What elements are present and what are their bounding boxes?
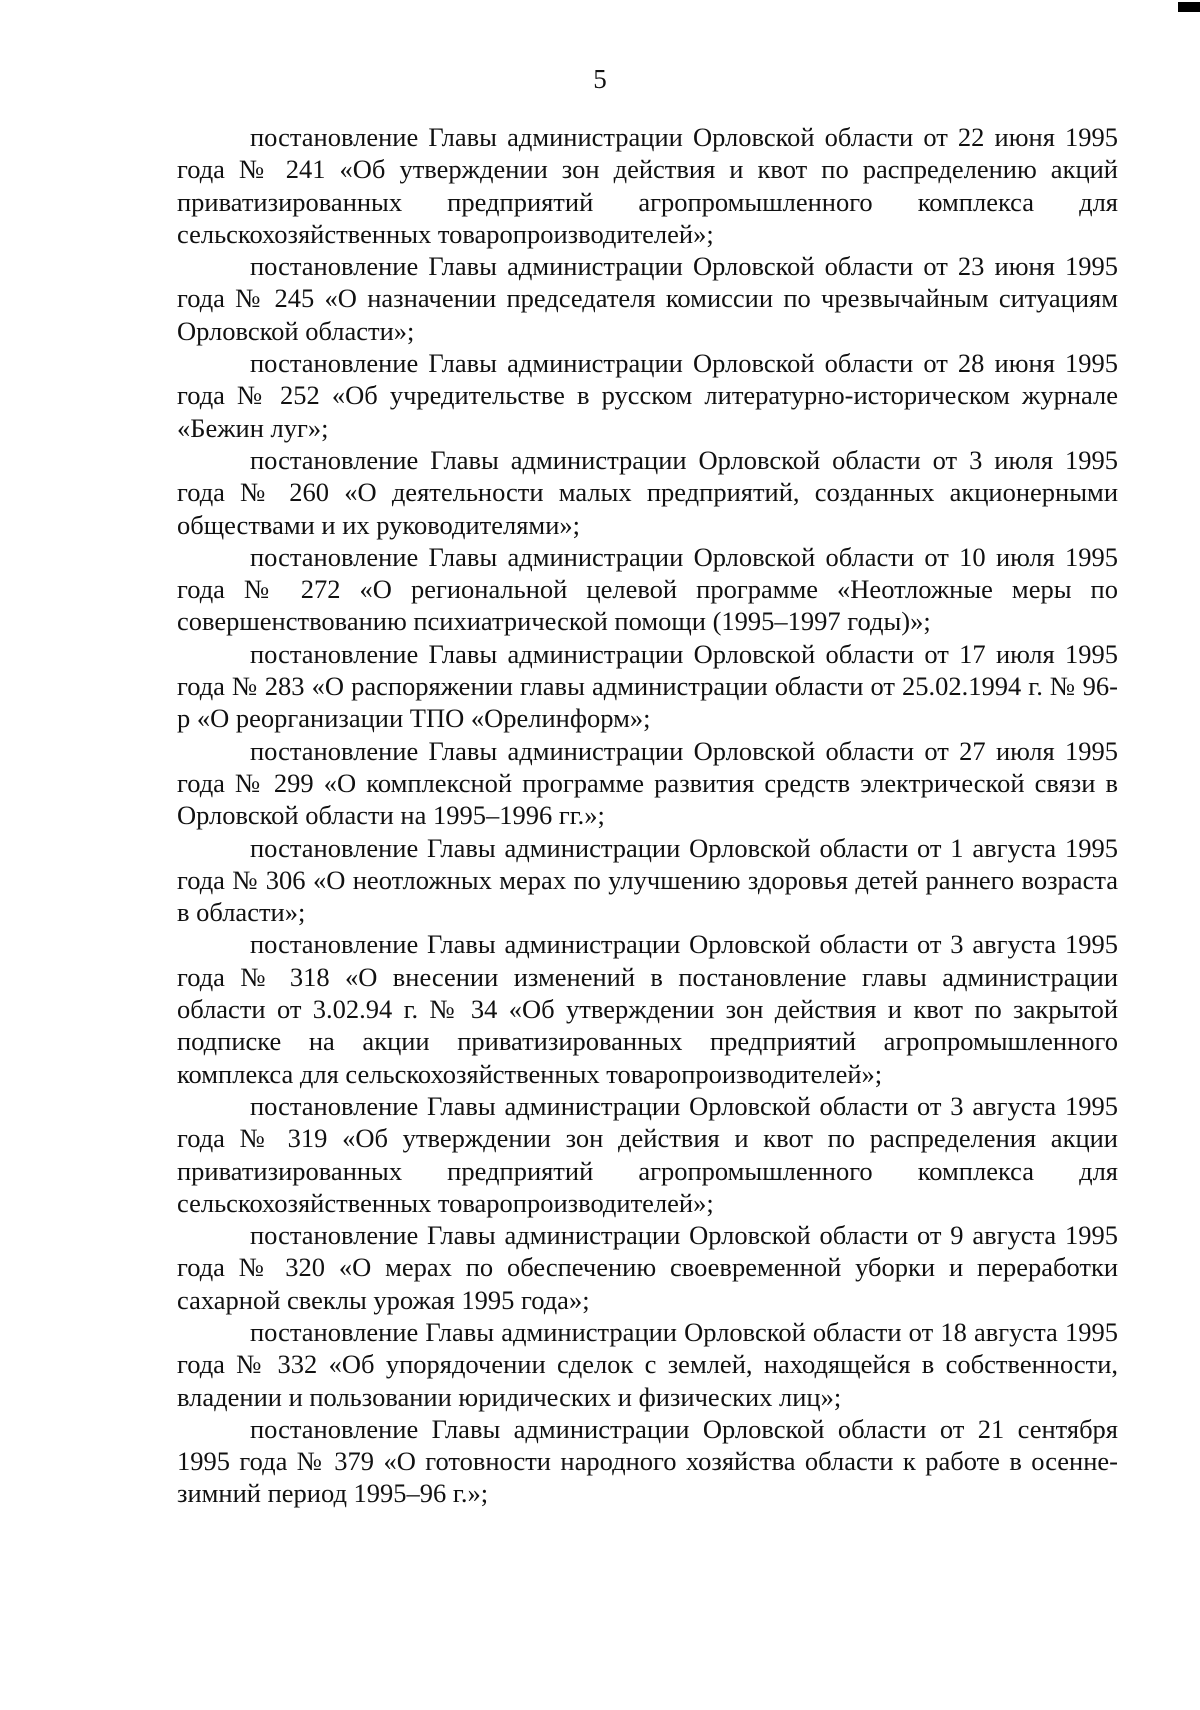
resolution-item: постановление Главы администрации Орловской области от 18 августа 1995 года № 332 «Об упорядочении сделок с землей, находящейся в собственности, владении и пользовании юридических и физических лиц»; [177, 1316, 1118, 1412]
scan-corner-mark [1178, 2, 1200, 12]
resolution-item: постановление Главы администрации Орловской области от 9 августа 1995 года № 320 «О мерах по обеспечению своевременной уборки и переработки сахарной свеклы урожая 1995 года»; [177, 1220, 1118, 1315]
resolution-item: постановление Главы администрации Орловской области от 1 августа 1995 года № 306 «О неотложных мерах по улучшению здоровья детей раннего возраста в области»; [177, 832, 1118, 928]
resolution-item: постановление Главы администрации Орловской области от 21 сентября 1995 года № 379 «О готовности народного хозяйства области к работе в осенне-зимний период 1995–96 г.»; [177, 1413, 1118, 1509]
resolution-item: постановление Главы администрации Орловской области от 10 июля 1995 года № 272 «О региональной целевой программе «Неотложные меры по совершенствованию психиатрической помощи (1995–1997 годы)»; [177, 541, 1118, 637]
resolution-item: постановление Главы администрации Орловской области от 28 июня 1995 года № 252 «Об учредительстве в русском литературно-историческом журнале «Бежин луг»; [177, 348, 1118, 443]
resolution-item: постановление Главы администрации Орловской области от 22 июня 1995 года № 241 «Об утверждении зон действия и квот по распределению акций приватизированных предприятий агропромышленного комплекса для сельскохозяйственных товаропроизводителей»; [177, 122, 1118, 249]
resolution-item: постановление Главы администрации Орловской области от 3 июля 1995 года № 260 «О деятельности малых предприятий, созданных акционерными обществами и их руководителями»; [177, 444, 1118, 540]
resolution-item: постановление Главы администрации Орловской области от 23 июня 1995 года № 245 «О назначении председателя комиссии по чрезвычайным ситуациям Орловской области»; [177, 251, 1118, 346]
page-number: 5 [593, 64, 607, 94]
resolution-item: постановление Главы администрации Орловской области от 17 июля 1995 года № 283 «О распоряжении главы администрации области от 25.02.1994 г. № 96-р «О реорганизации ТПО «Орелинформ»; [177, 638, 1118, 734]
resolution-item: постановление Главы администрации Орловской области от 27 июля 1995 года № 299 «О комплексной программе развития средств электрической связи в Орловской области на 1995–1996 гг.»; [177, 735, 1118, 831]
document-body [177, 121, 1118, 1510]
resolution-item: постановление Главы администрации Орловской области от 3 августа 1995 года № 318 «О внесении изменений в постановление главы администрации области от 3.02.94 г. № 34 «Об утверждении зон действия и квот по закрытой подписке на акции приватизированных предприятий агропромышленного комплекса для сельскохозяйственных товаропроизводителей»; [177, 929, 1118, 1089]
resolution-item: постановление Главы администрации Орловской области от 3 августа 1995 года № 319 «Об утверждении зон действия и квот по распределения акции приватизированных предприятий агропромышленного комплекса для сельскохозяйственных товаропроизводителей»; [177, 1090, 1118, 1218]
